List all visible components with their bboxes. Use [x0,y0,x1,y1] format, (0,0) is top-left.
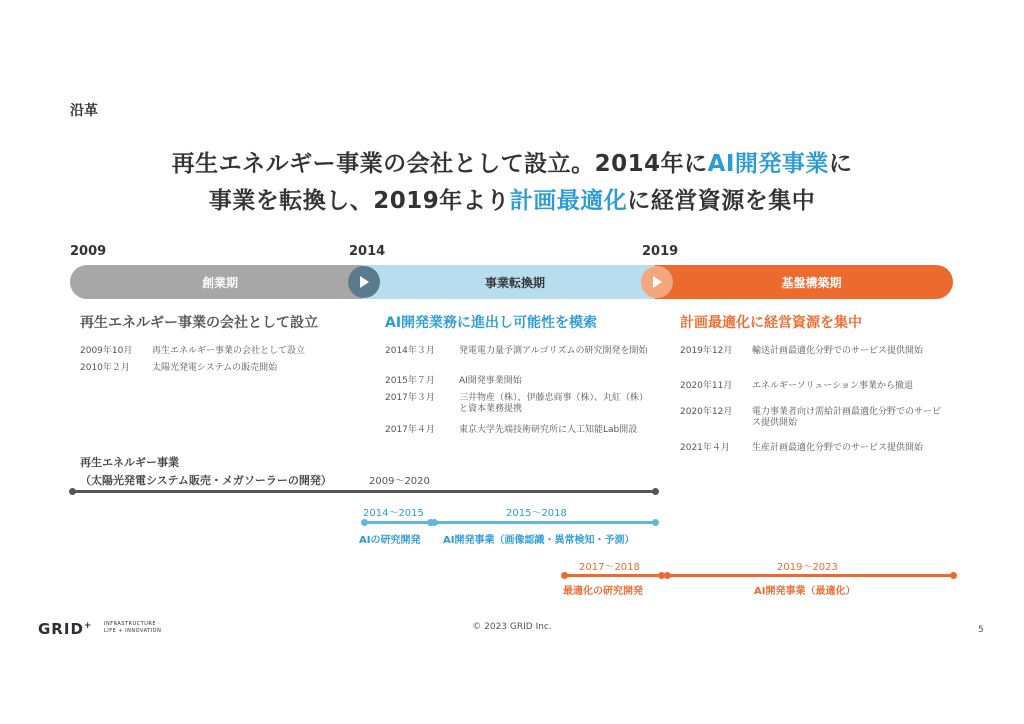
event-text: AI開発事業開始 [459,376,522,386]
ai-dev-label: AI開発事業（画像認識・異常検知・予測） [443,535,635,546]
timeline-dot [69,488,76,495]
event-date: 2017年３月 [385,393,435,403]
play-arrow-icon [348,266,380,298]
section-label: 沿革 [70,103,98,119]
ai-dev-line [434,521,656,524]
year-2009: 2009 [70,244,107,259]
event-date: 2020年11月 [680,381,733,391]
renewable-label-detail: （太陽光発電システム販売・メガソーラーの開発） [80,474,332,487]
event-text: 再生エネルギー事業の会社として設立 [152,346,306,356]
event-text: 太陽光発電システムの販売開始 [152,363,278,373]
play-arrow-icon [641,266,673,298]
timeline-dot [652,519,659,526]
event-text: 三井物産（株）、伊藤忠商事（株）、丸紅（株）と資本業務提携 [459,393,644,414]
opt-research-line [565,574,660,577]
renewable-range: 2009〜2020 [369,476,430,487]
copyright: © 2023 GRID Inc. [472,622,552,632]
phase-title-transition: AI開発業務に進出し可能性を模索 [385,315,598,331]
ai-research-line [364,521,429,524]
timeline-dot [652,488,659,495]
timeline-dot [950,572,957,579]
phase-title-foundation: 計画最適化に経営資源を集中 [680,315,862,331]
opt-research-range: 2017〜2018 [579,562,640,573]
grid-logo: GRID+ [38,620,93,638]
event-date: 2010年２月 [80,363,130,373]
renewable-timeline-line [73,490,656,493]
event-text: 東京大学先端技術研究所に人工知能Lab開設 [459,425,638,435]
event-text: エネルギーソリューション事業から撤退 [752,381,914,391]
timeline-dot [664,572,671,579]
phase-bar-label-founding: 創業期 [201,276,238,290]
event-date: 2014年３月 [385,346,435,356]
event-text: 生産計画最適化分野でのサービス提供開始 [752,443,924,453]
event-date: 2021年４月 [680,443,730,453]
ai-opt-range: 2019〜2023 [777,562,838,573]
headline-line-1: 再生エネルギー事業の会社として設立。2014年にAI開発事業に [171,151,853,177]
event-date: 2017年４月 [385,425,435,435]
timeline-dot [431,519,438,526]
logo-tagline: INFRASTRUCTURE · LIFE + INNOVATION [104,621,162,634]
phase-title-founding: 再生エネルギー事業の会社として設立 [80,315,318,331]
event-text: 輸送計画最適化分野でのサービス提供開始 [752,346,924,356]
phase-bar-label-foundation: 基盤構築期 [781,276,842,290]
opt-research-label: 最適化の研究開発 [563,586,643,597]
event-date: 2015年７月 [385,376,435,386]
event-text: 電力事業者向け需給計画最適化分野でのサービス提供開始 [752,407,942,428]
ai-research-range: 2014〜2015 [363,508,424,519]
page-number: 5 [978,625,984,635]
event-date: 2009年10月 [80,346,133,356]
year-2019: 2019 [642,244,679,259]
event-date: 2019年12月 [680,346,733,356]
phase-bar-label-transition: 事業転換期 [484,276,545,290]
event-date: 2020年12月 [680,407,733,417]
ai-dev-range: 2015〜2018 [506,508,567,519]
event-text: 発電電力量予測アルゴリズムの研究開発を開始 [459,346,648,356]
timeline-dot [561,572,568,579]
headline-line-2: 事業を転換し、2019年より計画最適化に経営資源を集中 [208,188,816,214]
ai-opt-line [667,574,953,577]
timeline-dot [361,519,368,526]
ai-research-label: AIの研究開発 [359,535,421,546]
renewable-label-title: 再生エネルギー事業 [80,456,179,469]
year-2014: 2014 [349,244,386,259]
ai-opt-label: AI開発事業（最適化） [754,586,856,597]
